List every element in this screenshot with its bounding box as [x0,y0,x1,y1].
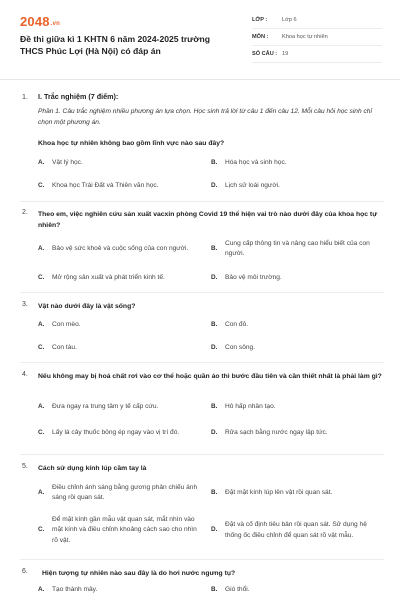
logo-number: 2048 [20,14,50,29]
option-text: Lấy lá cây thuốc bỏng ép ngay vào vị trí đó. [52,428,180,436]
option-text: Bảo vệ sức khoẻ và cuộc sống của con người. [52,244,189,252]
option-letter: C. [38,182,45,189]
option-letter: A. [38,159,45,166]
question-1-option-b[interactable] [211,158,371,169]
question-5-option-b[interactable] [211,482,371,504]
question-5-option-c[interactable] [38,514,198,547]
meta-value: Lớp 6 [282,17,297,23]
question-3-option-b[interactable] [211,320,371,331]
question-3-option-a[interactable] [38,320,198,331]
question-5-text: Cách sử dụng kính lúp cầm tay là [38,465,147,472]
option-text: Hóa học và sinh học. [225,159,287,166]
option-letter: A. [38,244,45,252]
option-letter: D. [211,526,218,534]
exam-title: Đề thi giữa kì 1 KHTN 6 năm 2024-2025 trường THCS Phúc Lợi (Hà Nội) có đáp án [20,34,211,56]
option-text: Hô hấp nhân tạo. [225,403,276,410]
question-5-option-a[interactable] [38,482,198,504]
section-number: 1. [22,92,28,101]
option-text: Con tàu. [52,344,77,351]
option-letter: A. [38,586,45,593]
meta-row-count [252,46,382,63]
option-text: Tạo thành mây. [52,586,98,593]
question-4-option-b[interactable] [211,402,371,413]
question-1-text: Khoa học tự nhiên không bao gồm lĩnh vực nào sau đây? [38,140,225,147]
option-letter: C. [38,526,45,534]
option-letter: B. [211,321,218,328]
option-text: Con đỏ. [225,321,249,328]
question-3-option-d[interactable] [211,343,371,354]
option-text: Mở rộng sản xuất và phát triển kinh tế. [52,274,165,281]
option-text: Khoa học Trái Đất và Thiên văn học. [52,182,159,189]
option-text: Con sông. [225,344,256,351]
option-text: Rửa sạch bằng nước ngay lập tức. [225,428,328,436]
option-letter: D. [211,428,218,436]
option-letter: A. [38,403,45,410]
question-5-option-d[interactable] [211,514,371,547]
section-instruction: Phần 1. Câu trắc nghiệm nhiều phương án lựa chọn. Học sinh trả lời từ câu 1 đến câu 12. Mỗi câu hỏi học sinh chỉ chọn một phương án. [38,108,372,126]
option-text: Đặt và cố định tiêu bản rồi quan sát. Sử dụng hệ thống ốc điều chỉnh để quan sát rõ vật mẫu. [225,521,367,539]
question-4-number: 4. [22,371,28,378]
option-letter: B. [211,488,218,496]
meta-row-subject [252,29,382,46]
option-letter: D. [211,344,218,351]
question-4-option-c[interactable] [38,422,198,444]
option-letter: A. [38,321,45,328]
question-divider [20,292,384,293]
option-text: Đặt mặt kính lúp lên vật rồi quan sát. [225,488,333,496]
option-letter: B. [211,159,218,166]
option-letter: D. [211,274,218,281]
option-text: Để mặt kính gần mẫu vật quan sát, mắt nhìn vào mặt kính và điều chỉnh khoảng cách sao cho nhìn rõ vật. [52,515,197,544]
option-text: Vật lý học. [52,159,83,166]
meta-value: Khoa học tự nhiên [282,34,328,40]
option-text: Bảo vệ môi trường. [225,274,282,281]
question-2-option-d[interactable] [211,273,371,284]
option-letter: A. [38,488,45,496]
question-4-option-d[interactable] [211,422,371,444]
option-letter: B. [211,403,218,410]
option-letter: C. [38,428,45,436]
option-text: Gió thổi. [225,586,250,593]
question-3-text: Vật nào dưới đây là vật sống? [38,303,136,310]
question-2-option-b[interactable] [211,238,371,260]
question-3-option-c[interactable] [38,343,198,354]
question-divider [20,201,384,202]
exam-meta [252,12,382,63]
question-2-option-a[interactable] [38,238,198,260]
option-letter: C. [38,344,45,351]
logo-suffix: .vn [50,21,61,27]
option-text: Đưa ngay ra trung tâm y tế cấp cứu. [52,403,159,410]
meta-label: SỐ CÂU : [252,51,278,57]
question-divider [20,559,384,560]
question-2-text: Theo em, việc nghiên cứu sản xuất vacxin phòng Covid 19 thể hiện vai trò nào dưới đây của khoa học tự nhiên? [38,211,378,229]
option-text: Con mèo. [52,321,81,328]
site-logo[interactable] [20,14,60,29]
question-2-option-c[interactable] [38,273,198,284]
question-divider [20,362,384,363]
question-1-option-a[interactable] [38,158,198,169]
question-divider [20,454,384,455]
question-4-text: Nếu không may bị hoá chất rơi vào cơ thể hoặc quần áo thì bước đầu tiên và cần thiết nhất là phải làm gì? [38,373,382,380]
question-4-option-a[interactable] [38,402,198,413]
question-6-text: Hiện tượng tự nhiên nào sau đây là do hơi nước ngưng tụ? [42,570,236,577]
option-letter: B. [211,244,218,252]
page-header [0,0,400,80]
question-6-number: 6. [22,568,28,575]
question-3-number: 3. [22,301,28,308]
question-5-number: 5. [22,463,28,470]
section-heading [22,92,118,101]
option-letter: D. [211,182,218,189]
option-letter: B. [211,586,218,593]
meta-value: 19 [282,51,289,57]
question-6-option-a[interactable] [38,585,198,596]
option-text: Lịch sử loài người. [225,182,280,189]
option-letter: C. [38,274,45,281]
question-2-number: 2. [22,209,28,216]
option-text: Điều chỉnh ánh sáng bằng gương phản chiếu ánh sáng rồi quan sát. [52,483,198,501]
question-6-option-b[interactable] [211,585,371,596]
question-1-option-d[interactable] [211,181,371,192]
option-text: Cung cấp thông tin và nâng cao hiểu biết của con người. [225,239,370,257]
section-title: I. Trắc nghiệm (7 điểm): [38,92,119,101]
meta-label: LỚP : [252,17,268,23]
meta-row-class [252,12,382,29]
meta-label: MÔN : [252,34,269,40]
question-1-option-c[interactable] [38,181,198,192]
